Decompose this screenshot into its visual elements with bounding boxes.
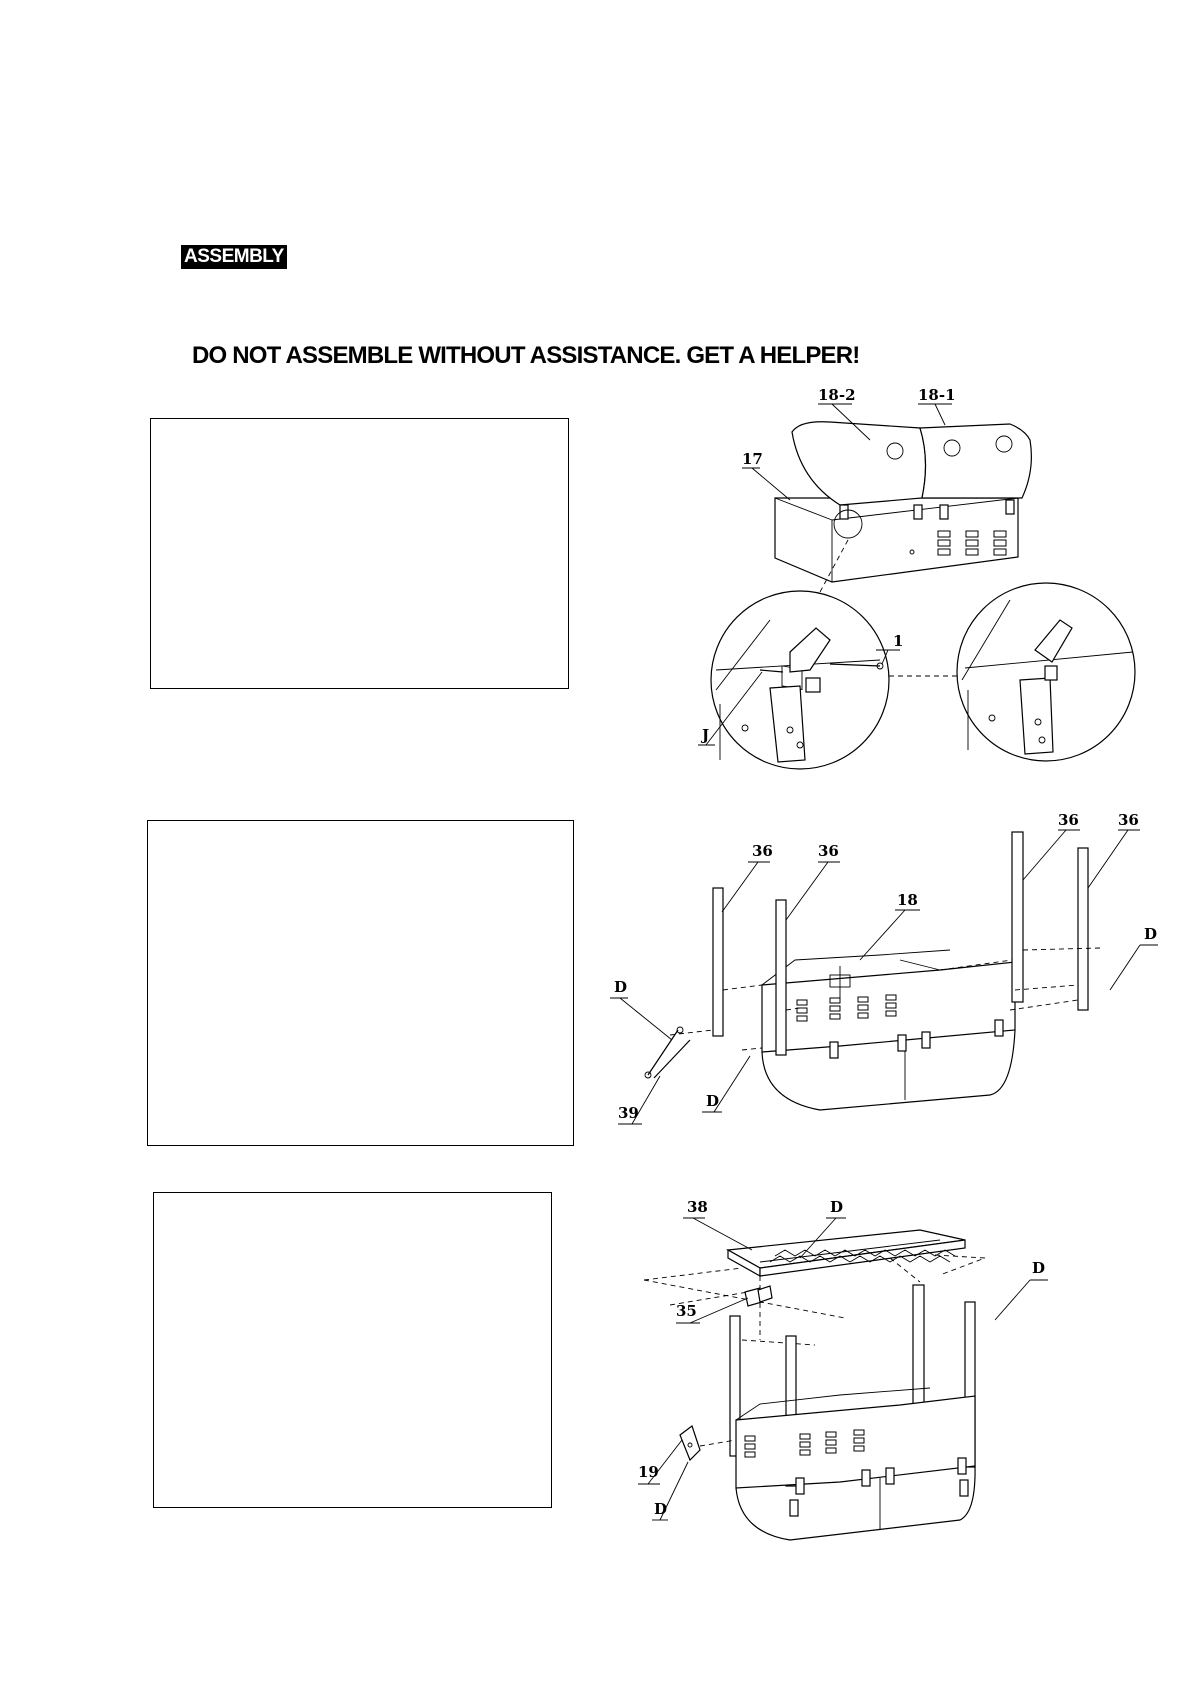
label-part-38: 38 <box>687 1198 708 1216</box>
label-bolt-D-bottom: D <box>706 1092 720 1110</box>
label-bolt-D-left-3: D <box>654 1500 668 1518</box>
cart-body <box>762 950 1015 1110</box>
label-part-J: J <box>702 726 710 744</box>
step1-instruction-box <box>150 418 569 689</box>
step2-instruction-box <box>147 820 574 1146</box>
label-part-39: 39 <box>618 1104 639 1122</box>
label-part-18: 18 <box>897 891 918 909</box>
label-bolt-D-right-3: D <box>1032 1259 1046 1277</box>
leg-36-b <box>776 900 786 1055</box>
lid-assembly <box>792 422 1031 538</box>
label-leg-36-a: 36 <box>752 842 773 860</box>
part-38-shelf <box>728 1230 965 1276</box>
cart-body-step3 <box>736 1388 975 1540</box>
label-bolt-D-left: D <box>614 978 628 996</box>
label-part-17: 17 <box>742 450 763 468</box>
label-leg-36-d: 36 <box>1118 811 1139 829</box>
hinge-detail-right <box>957 583 1135 761</box>
label-part-18-1: 18-1 <box>918 386 956 404</box>
leg-36-d <box>1078 848 1088 1010</box>
label-bolt-D-right: D <box>1144 925 1158 943</box>
leg-36-a <box>713 888 723 1036</box>
step3-instruction-box <box>153 1192 552 1508</box>
label-leg-36-c: 36 <box>1058 811 1079 829</box>
label-bolt-D-top: D <box>830 1198 844 1216</box>
label-leg-36-b: 36 <box>818 842 839 860</box>
label-part-19: 19 <box>638 1463 659 1481</box>
part-39-hook <box>645 1027 690 1078</box>
label-part-18-2: 18-2 <box>818 386 856 404</box>
label-part-35: 35 <box>676 1302 697 1320</box>
firebox-body <box>775 498 1018 689</box>
label-part-1: 1 <box>893 632 904 650</box>
assembly-warning: DO NOT ASSEMBLE WITHOUT ASSISTANCE. GET A HELPER! <box>192 342 860 369</box>
part-35-bracket <box>745 1286 772 1306</box>
leg-36-c <box>1012 832 1023 1002</box>
hinge-detail-left <box>711 591 889 769</box>
section-title: ASSEMBLY <box>181 245 287 269</box>
part-19-hook <box>680 1426 700 1460</box>
